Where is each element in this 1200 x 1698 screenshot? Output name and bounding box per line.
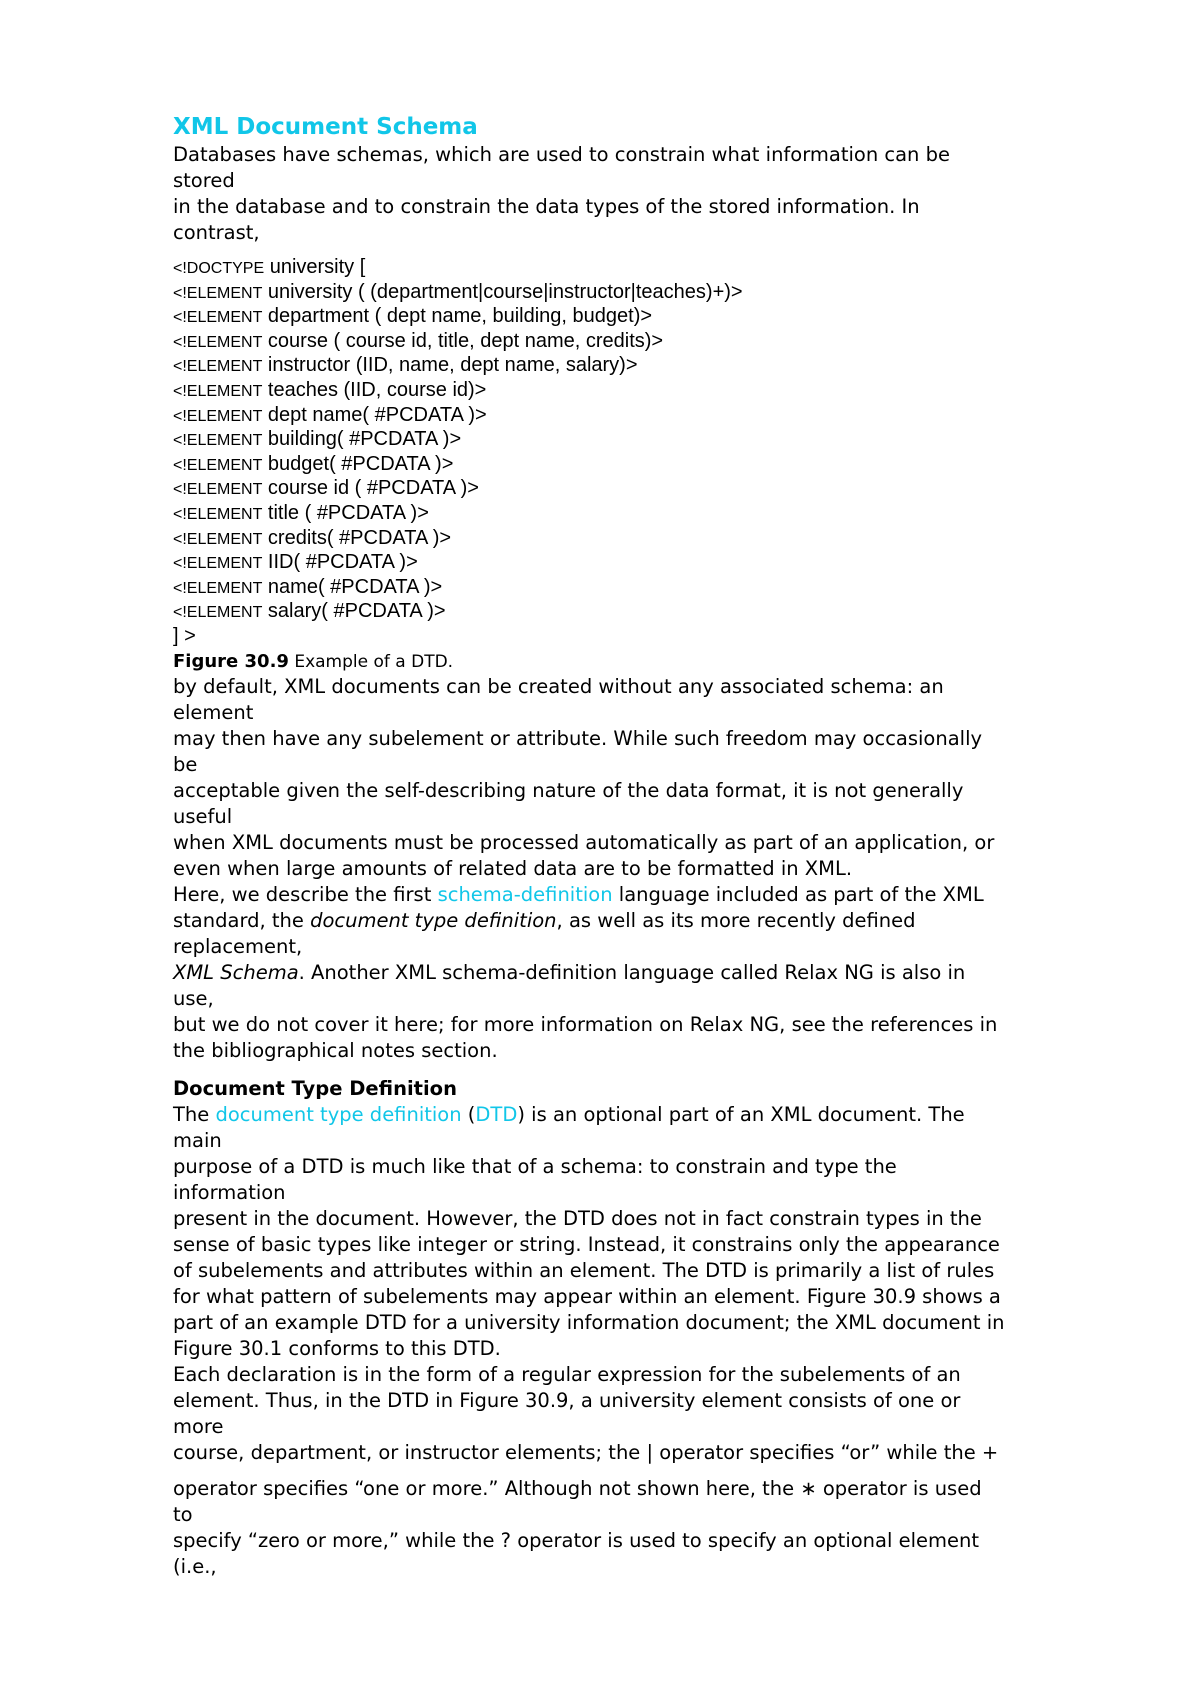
text-line: stored <box>173 169 235 192</box>
text-line: main <box>173 1128 222 1152</box>
dtd-content: title ( #PCDATA )> <box>262 501 429 524</box>
dtd-keyword: <!ELEMENT <box>173 481 263 499</box>
text-line <box>173 1102 1133 1128</box>
text-span: language included as part of the XML <box>612 882 984 906</box>
text-span: ) is an optional part of an XML document. The <box>517 1102 965 1126</box>
dtd-keyword: <!ELEMENT <box>173 456 263 474</box>
dtd-keyword: <!ELEMENT <box>173 530 263 548</box>
text-line: contrast, <box>173 221 260 244</box>
text-line: element. Thus, in the DTD in Figure 30.9, a university element consists of one or <box>173 1388 961 1412</box>
dtd-keyword: <!ELEMENT <box>173 358 263 376</box>
text-span: ( <box>461 1102 476 1126</box>
dtd-content: budget( #PCDATA )> <box>262 452 454 475</box>
dtd-line <box>173 256 1133 281</box>
text-span: Here, we describe the first <box>173 882 438 906</box>
text-line: element <box>173 700 254 724</box>
section-heading: Document Type Definition <box>173 1076 457 1100</box>
dtd-content: course id ( #PCDATA )> <box>262 477 479 500</box>
figure-label: Figure 30.9 <box>173 650 289 672</box>
paragraph-operators <box>173 1476 1133 1580</box>
text-line: replacement, <box>173 934 303 958</box>
text-line: for what pattern of subelements may appear within an element. Figure 30.9 shows a <box>173 1284 1001 1308</box>
text-line <box>173 908 1133 934</box>
dtd-content: credits( #PCDATA )> <box>262 526 452 549</box>
text-line: when XML documents must be processed automatically as part of an application, or <box>173 830 995 854</box>
document-page <box>173 112 1133 1580</box>
dtd-content: building( #PCDATA )> <box>262 428 462 451</box>
dtd-line <box>173 354 1133 379</box>
text-line: but we do not cover it here; for more information on Relax NG, see the references in <box>173 1012 998 1036</box>
text-line: Each declaration is in the form of a regular expression for the subelements of an <box>173 1362 961 1386</box>
text-line: of subelements and attributes within an element. The DTD is primarily a list of rules <box>173 1258 995 1282</box>
dtd-keyword: <!ELEMENT <box>173 407 263 425</box>
dtd-content: instructor (IID, name, dept name, salary)> <box>262 354 638 377</box>
text-line: Databases have schemas, which are used to constrain what information can be <box>173 143 950 166</box>
emphasis-term: XML Schema <box>173 960 299 984</box>
text-line: specify “zero or more,” while the ? operator is used to specify an optional element <box>173 1528 980 1552</box>
dtd-keyword: <!ELEMENT <box>173 604 263 622</box>
dtd-keyword: <!ELEMENT <box>173 432 263 450</box>
dtd-content: teaches (IID, course id)> <box>262 378 487 401</box>
dtd-keyword: <!ELEMENT <box>173 382 263 400</box>
dtd-content: course ( course id, title, dept name, credits)> <box>262 329 664 352</box>
dtd-content: ] > <box>173 624 196 647</box>
paragraph-schema-definition <box>173 882 1133 1064</box>
dtd-keyword: <!ELEMENT <box>173 505 263 523</box>
text-line: may then have any subelement or attribute. While such freedom may occasionally <box>173 726 983 750</box>
dtd-content: university [ <box>264 256 366 278</box>
text-line: (i.e., <box>173 1554 217 1578</box>
dtd-content: dept name( #PCDATA )> <box>262 403 487 426</box>
figure-caption <box>173 650 1133 674</box>
text-span: . Another XML schema-definition language called Relax NG is also in <box>298 960 966 984</box>
text-line: acceptable given the self-describing nature of the data format, it is not generally <box>173 778 964 802</box>
text-line: use, <box>173 986 214 1010</box>
text-span: , as well as its more recently defined <box>556 908 916 932</box>
dtd-keyword: <!ELEMENT <box>173 309 263 327</box>
dtd-line <box>173 576 1133 601</box>
dtd-line <box>173 305 1133 330</box>
text-line: Figure 30.1 conforms to this DTD. <box>173 1336 501 1360</box>
dtd-content: university ( (department|course|instructor|teaches)+)> <box>262 280 743 303</box>
text-line: to <box>173 1502 193 1526</box>
text-line: purpose of a DTD is much like that of a schema: to constrain and type the <box>173 1154 897 1178</box>
dtd-line <box>173 330 1133 355</box>
dtd-line <box>173 428 1133 453</box>
dtd-line <box>173 379 1133 404</box>
text-line: be <box>173 752 198 776</box>
text-line <box>173 882 1133 908</box>
intro-paragraph <box>173 142 1133 246</box>
text-line: in the database and to constrain the data types of the stored information. In <box>173 195 920 218</box>
text-line: the bibliographical notes section. <box>173 1038 498 1062</box>
dtd-line <box>173 502 1133 527</box>
document-type-definition-link[interactable]: document type definition <box>215 1102 462 1126</box>
dtd-keyword: <!ELEMENT <box>173 555 263 573</box>
page-title: XML Document Schema <box>173 114 478 140</box>
text-line <box>173 960 1133 986</box>
dtd-content: salary( #PCDATA )> <box>262 600 446 623</box>
dtd-content: IID( #PCDATA )> <box>262 551 418 574</box>
text-line: course, department, or instructor elements; the | operator specifies “or” while the + <box>173 1440 999 1464</box>
text-line: by default, XML documents can be created without any associated schema: an <box>173 674 944 698</box>
emphasis-term: document type definition <box>310 908 557 932</box>
text-span: standard, the <box>173 908 311 932</box>
dtd-line <box>173 625 1133 650</box>
text-span: The <box>173 1102 216 1126</box>
dtd-line <box>173 453 1133 478</box>
text-line: useful <box>173 804 233 828</box>
dtd-code-block <box>173 256 1133 650</box>
dtd-line <box>173 404 1133 429</box>
text-line: operator specifies “one or more.” Although not shown here, the ∗ operator is used <box>173 1476 982 1500</box>
dtd-content: name( #PCDATA )> <box>262 575 443 598</box>
paragraph-default-schema <box>173 674 1133 882</box>
dtd-line <box>173 551 1133 576</box>
text-line: sense of basic types like integer or string. Instead, it constrains only the appearance <box>173 1232 1000 1256</box>
dtd-line <box>173 600 1133 625</box>
schema-definition-link[interactable]: schema-definition <box>437 882 613 906</box>
text-line: information <box>173 1180 286 1204</box>
dtd-keyword: <!ELEMENT <box>173 284 263 302</box>
text-line: part of an example DTD for a university information document; the XML document in <box>173 1310 1005 1334</box>
text-line: more <box>173 1414 224 1438</box>
text-line: even when large amounts of related data are to be formatted in XML. <box>173 856 853 880</box>
dtd-line <box>173 281 1133 306</box>
figure-caption-text: Example of a DTD. <box>288 651 454 672</box>
dtd-keyword: <!ELEMENT <box>173 579 263 597</box>
dtd-keyword: <!ELEMENT <box>173 333 263 351</box>
dtd-keyword: <!DOCTYPE <box>173 260 265 277</box>
dtd-line <box>173 527 1133 552</box>
dtd-link[interactable]: DTD <box>475 1102 518 1126</box>
paragraph-dtd-intro <box>173 1102 1133 1466</box>
dtd-content: department ( dept name, building, budget)> <box>262 305 653 328</box>
dtd-line <box>173 477 1133 502</box>
text-line: present in the document. However, the DTD does not in fact constrain types in the <box>173 1206 982 1230</box>
